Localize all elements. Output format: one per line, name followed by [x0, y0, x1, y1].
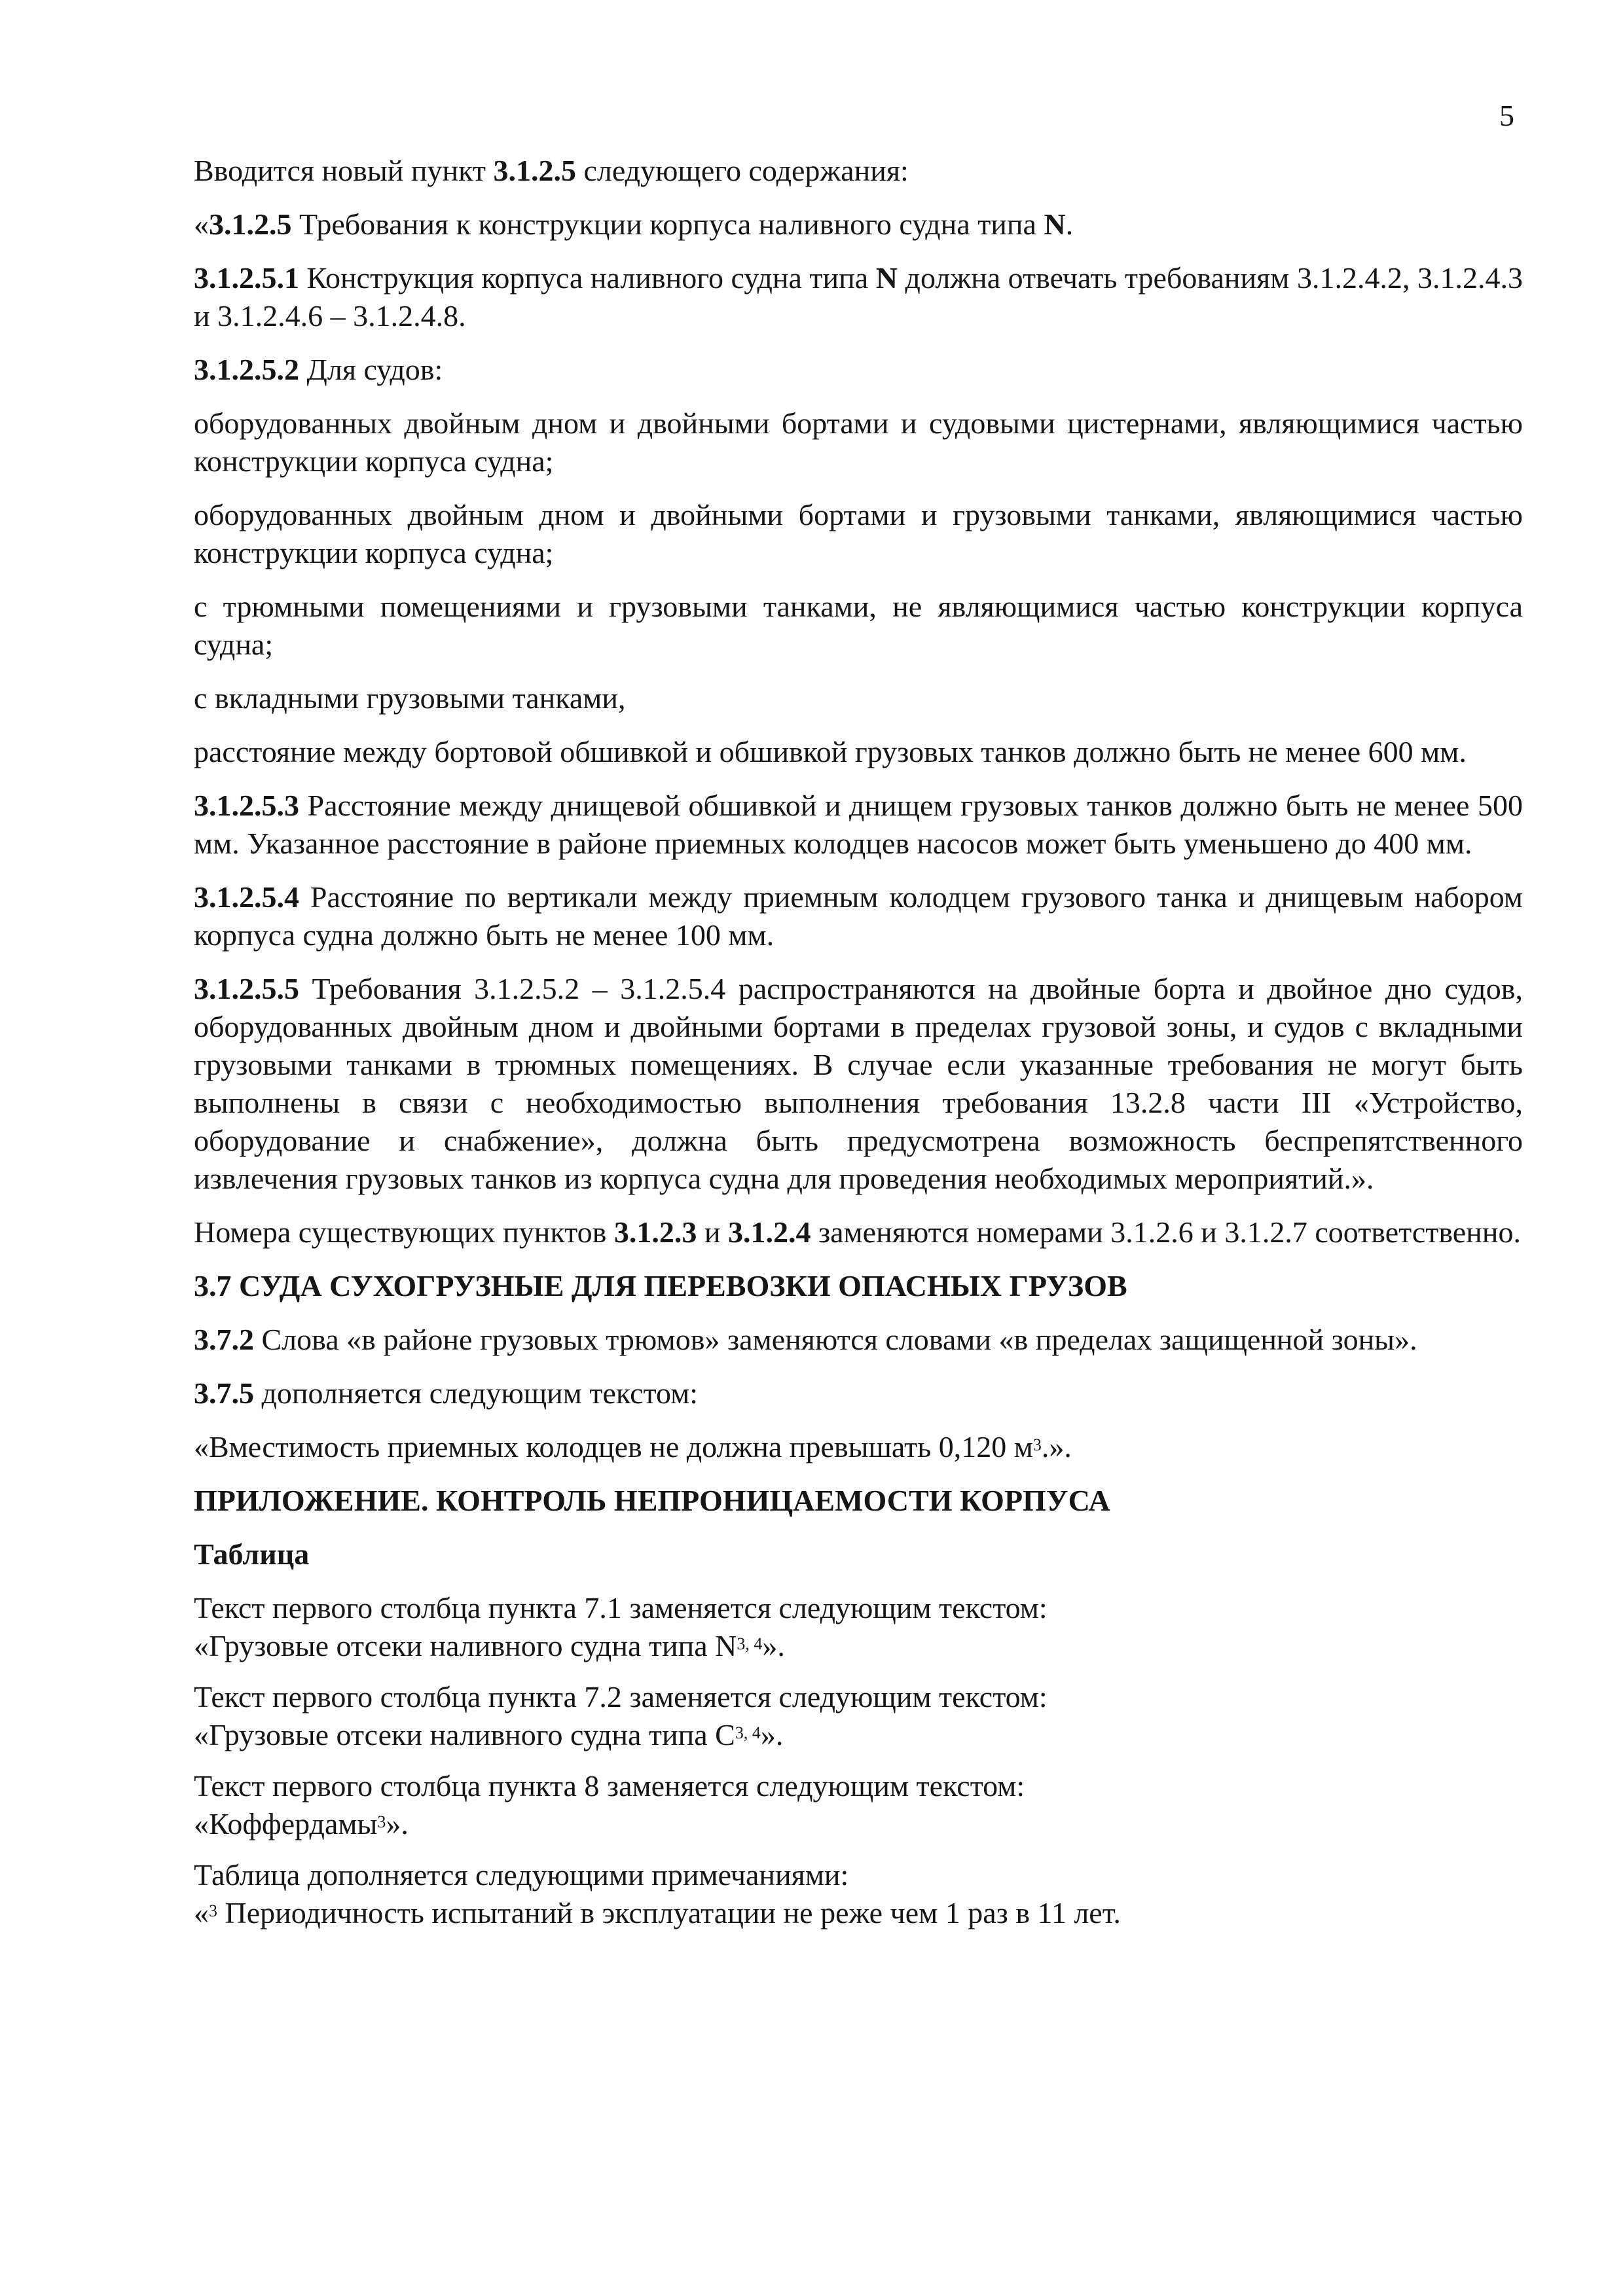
paragraph-3-1-2-5-3: 3.1.2.5.3 Расстояние между днищевой обшивкой и днищем грузовых танков должно быть не менее 500 мм. Указанное расстояние в районе приемных колодцев насосов может быть уменьшено до 400 мм.	[194, 789, 1523, 860]
paragraph-3-1-2-5-2: 3.1.2.5.2 Для судов:	[194, 353, 443, 386]
paragraph-3-7-2: 3.7.2 Слова «в районе грузовых трюмов» заменяются словами «в пределах защищенной зоны».	[194, 1323, 1417, 1356]
appendix-heading: ПРИЛОЖЕНИЕ. КОНТРОЛЬ НЕПРОНИЦАЕМОСТИ КОРПУСА	[194, 1484, 1110, 1517]
section-3125-title: «3.1.2.5 Требования к конструкции корпуса наливного судна типа N.	[194, 207, 1074, 241]
document-body	[194, 152, 1523, 1945]
list-item: с вкладными грузовыми танками,	[194, 681, 626, 715]
table-change-7-1: Текст первого столбца пункта 7.1 заменяется следующим текстом: «Грузовые отсеки наливного судна типа N$^{3, 4}$».	[194, 1591, 1048, 1662]
list-item: оборудованных двойным дном и двойными бортами и грузовыми танками, являющимися частью конструкции корпуса судна;	[194, 498, 1523, 569]
renumber-paragraph: Номера существующих пунктов 3.1.2.3 и 3.1.2.4 заменяются номерами 3.1.2.6 и 3.1.2.7 соответственно.	[194, 1215, 1521, 1249]
intro-paragraph: Вводится новый пункт 3.1.2.5 следующего содержания:	[194, 154, 909, 187]
list-item: оборудованных двойным дном и двойными бортами и судовыми цистернами, являющимися частью конструкции корпуса судна;	[194, 406, 1523, 478]
paragraph-3-1-2-5-5: 3.1.2.5.5 Требования 3.1.2.5.2 – 3.1.2.5.4 распространяются на двойные борта и двойное дно судов, оборудованных двойным дном и двойными бортами в пределах грузовой зоны, и судов с вкладными грузовыми танками в трюмных помещениях. В случае если указанные требования не могут быть выполнены в связи с необходимостью выполнения требования 13.2.8 части III «Устройство, оборудование и снабжение», должна быть предусмотрена возможность беспрепятственного извлечения грузовых танков из корпуса судна для проведения необходимых мероприятий.».	[194, 972, 1523, 1195]
list-item: с трюмными помещениями и грузовыми танками, не являющимися частью конструкции корпуса судна;	[194, 590, 1523, 661]
table-change-7-2: Текст первого столбца пункта 7.2 заменяется следующим текстом: «Грузовые отсеки наливного судна типа C$^{3, 4}$».	[194, 1680, 1048, 1751]
page-number: 5	[1499, 99, 1514, 132]
capacity-paragraph: «Вместимость приемных колодцев не должна превышать 0,120 $м^3$.».	[194, 1430, 1072, 1463]
table-change-8: Текст первого столбца пункта 8 заменяется следующим текстом: «Коффердамы$^3$».	[194, 1769, 1025, 1840]
paragraph-3-1-2-5-4: 3.1.2.5.4 Расстояние по вертикали между приемным колодцем грузового танка и днищевым набором корпуса судна должно быть не менее 100 мм.	[194, 880, 1523, 952]
paragraph-3-1-2-5-1: 3.1.2.5.1 Конструкция корпуса наливного судна типа N должна отвечать требованиям 3.1.2.4.2, 3.1.2.4.3 и 3.1.2.4.6 – 3.1.2.4.8.	[194, 261, 1523, 332]
table-notes: Таблица дополняется следующими примечаниями: «$^3$ Периодичность испытаний в эксплуатации не реже чем 1 раз в 11 лет.	[194, 1858, 1121, 1929]
paragraph-3-7-5: 3.7.5 дополняется следующим текстом:	[194, 1376, 699, 1410]
list-item: расстояние между бортовой обшивкой и обшивкой грузовых танков должно быть не менее 600 мм.	[194, 735, 1467, 768]
table-heading: Таблица	[194, 1537, 310, 1571]
section-3-7-heading: 3.7 СУДА СУХОГРУЗНЫЕ ДЛЯ ПЕРЕВОЗКИ ОПАСНЫХ ГРУЗОВ	[194, 1269, 1127, 1302]
